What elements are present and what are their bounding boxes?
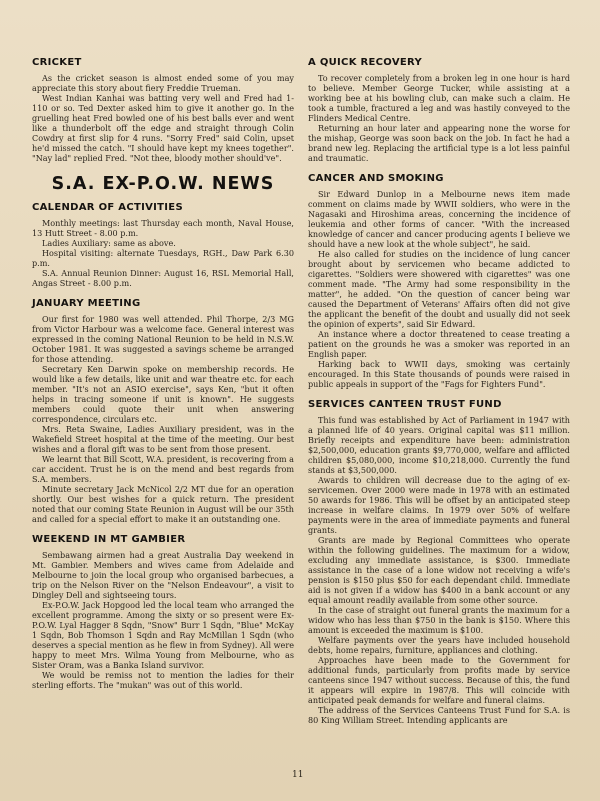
trust-fund-paragraph: This fund was established by Act of Parliament in 1947 with a planned life of 40 years. Original capital was $11 million. Briefly receipts and expenditure have been: administration $2,500,000, education grants $9,770,000, welfare and afflicted children $5,080,000, income $10,218,000. Currently the fund stands at $3,500,000.: [308, 415, 570, 475]
page-title: S.A. EX-P.O.W. NEWS: [51, 174, 275, 194]
trust-fund-paragraph: In the case of straight out funeral grants the maximum for a widow who has less than $750 in the bank is $150. Where this amount is exceeded the maximum is $100.: [308, 605, 570, 635]
january-heading: JANUARY MEETING: [32, 298, 141, 309]
cancer-heading: CANCER AND SMOKING: [308, 173, 444, 184]
gambier-section: [32, 535, 294, 690]
left-column: [32, 58, 294, 701]
right-column: [308, 58, 570, 736]
trust-fund-heading: SERVICES CANTEEN TRUST FUND: [308, 399, 502, 410]
trust-fund-paragraph: The address of the Services Canteens Trust Fund for S.A. is 80 King William Street. Intending applicants are: [308, 705, 570, 725]
january-paragraph: Secretary Ken Darwin spoke on membership records. He would like a few details, like unit and war theatre etc. for each member. "It's not an ASIO exercise", says Ken, "but it often helps in tracing someone if unit is known". He suggests members could quote their unit when answering correspondence, circulars etc.: [32, 364, 294, 424]
calendar-item: Monthly meetings: last Thursday each month, Naval House, 13 Hutt Street - 8.00 p.m.: [32, 218, 294, 238]
calendar-item: Hospital visiting: alternate Tuesdays, RGH., Daw Park 6.30 p.m.: [32, 248, 294, 268]
recovery-paragraph: Returning an hour later and appearing none the worse for the mishap, George was soon back on the job. In fact he had a brand new leg. Replacing the artificial type is a lot less painful and traumatic.: [308, 123, 570, 163]
cricket-section: [32, 58, 294, 163]
trust-fund-paragraph: Welfare payments over the years have included household debts, home repairs, furniture, appliances and clothing.: [308, 635, 570, 655]
trust-fund-paragraph: Approaches have been made to the Government for additional funds, particularly from profits made by service canteens since 1947 without success. Because of this, the fund it appears will expire in 1987/8. This will coincide with anticipated peak demands for welfare and funeral claims.: [308, 655, 570, 705]
recovery-paragraph: To recover completely from a broken leg in one hour is hard to believe. Member George Tucker, while assisting at a working bee at his bowling club, can make such a claim. He took a tumble, fractured a leg and was hastily conveyed to the Flinders Medical Centre.: [308, 73, 570, 123]
calendar-heading: CALENDAR OF ACTIVITIES: [32, 202, 183, 213]
cancer-paragraph: Harking back to WWII days, smoking was certainly encouraged. In this State thousands of pounds were raised in public appeals in support of the "Fags for Fighters Fund".: [308, 359, 570, 389]
january-paragraph: Our first for 1980 was well attended. Phil Thorpe, 2/3 MG from Victor Harbour was a welcome face. General interest was expressed in the coming National Reunion to be held in N.S.W. October 1981. It was suggested a savings scheme be arranged for those attending.: [32, 314, 294, 364]
january-paragraph: Mrs. Reta Swaine, Ladies Auxiliary president, was in the Wakefield Street hospital at the time of the meeting. Our best wishes and a floral gift was to be sent from those present.: [32, 424, 294, 454]
gambier-heading: WEEKEND IN MT GAMBIER: [32, 534, 186, 545]
cancer-paragraph: Sir Edward Dunlop in a Melbourne news item made comment on claims made by WWII soldiers, who were in the Nagasaki and Hiroshima areas, concerning the incidence of leukemia and other forms of cancer. "With the increased knowledge of cancer and cancer producing agents I believe we should have a new look at the whole subject", he said.: [308, 189, 570, 249]
gambier-paragraph: Ex-P.O.W. Jack Hopgood led the local team who arranged the excellent programme. Among the sixty or so present were Ex-P.O.W. Lyal Hagger 8 Sqdn, "Snow" Burr 1 Sqdn, "Blue" McKay 1 Sqdn, Bob Thomson 1 Sqdn and Ray McMillan 1 Sqdn (who deserves a special mention as he flew in from Sydney). All were happy to meet Mrs. Wilma Young from Melbourne, who as Sister Oram, was a Banka Island survivor.: [32, 600, 295, 670]
cricket-heading: CRICKET: [32, 57, 82, 68]
calendar-item: Ladies Auxiliary: same as above.: [42, 238, 176, 248]
january-paragraph: Minute secretary Jack McNicol 2/2 MT due for an operation shortly. Our best wishes for a quick return. The president noted that our coming State Reunion in August will be our 35th and called for a special effort to make it an outstanding one.: [32, 484, 294, 524]
gambier-paragraph: We would be remiss not to mention the ladies for their sterling efforts. The "mukan" was out of this world.: [32, 670, 294, 690]
trust-fund-paragraph: Awards to children will decrease due to the aging of ex-servicemen. Over 2000 were made in 1978 with an estimated 50 awards for 1986. This will be offset by an anticipated steep increase in welfare claims. In 1979 over 50% of welfare payments were in the area of immediate payments and funeral grants.: [308, 475, 570, 535]
trust-fund-section: [308, 400, 570, 725]
calendar-item: S.A. Annual Reunion Dinner: August 16, RSL Memorial Hall, Angas Street - 8.00 p.m.: [32, 268, 294, 288]
recovery-heading: A QUICK RECOVERY: [308, 57, 422, 68]
calendar-section: [32, 203, 294, 288]
january-paragraph: We learnt that Bill Scott, W.A. president, is recovering from a car accident. Trust he is on the mend and best regards from S.A. members.: [32, 454, 294, 484]
cancer-section: [308, 174, 570, 389]
cancer-paragraph: He also called for studies on the incidence of lung cancer brought about by servicemen who became addicted to cigarettes. "Soldiers were showered with cigarettes" was one comment made. "The Army had some responsibility in the matter", he added. "On the question of cancer being war caused the Department of Veterans' Affairs often did not give the applicant the benefit of the doubt and usually did not seek the opinion of experts", said Sir Edward.: [308, 249, 570, 329]
gambier-paragraph: Sembawang airmen had a great Australia Day weekend in Mt. Gambier. Members and wives came from Adelaide and Melbourne to join the local group who organised barbecues, a trip on the Nelson River on the "Nelson Endeavour", a visit to Dingley Dell and sightseeing tours.: [32, 550, 294, 600]
cricket-paragraph: As the cricket season is almost ended some of you may appreciate this story about fiery Freddie Trueman.: [32, 73, 294, 93]
trust-fund-paragraph: Grants are made by Regional Committees who operate within the following guidelines. The maximum for a widow, excluding any immediate assistance, is $300. Immediate assistance in the case of a lone widow not receiving a wife's pension is $150 plus $50 for each dependant child. Immediate aid is not given if a widow has $400 in a bank account or any equal amount readily available from some other source.: [308, 535, 570, 605]
cancer-paragraph: An instance where a doctor threatened to cease treating a patient on the grounds he was a smoker was reported in an English paper.: [308, 329, 570, 359]
page-number: 11: [292, 770, 304, 780]
january-meeting-section: [32, 299, 294, 524]
recovery-section: [308, 58, 570, 163]
cricket-paragraph: West Indian Kanhai was batting very well and Fred had 1-110 or so. Ted Dexter asked him to give it another go. In the gruelling heat Fred bowled one of his best balls ever and went like a thunderbolt off the edge and straight through Colin Cowdry at first slip for 4 runs. "Sorry Fred" said Colin, upset he'd missed the catch. "I should have kept my knees together". "Nay lad" replied Fred. "Not thee, bloody mother should've".: [32, 93, 294, 163]
